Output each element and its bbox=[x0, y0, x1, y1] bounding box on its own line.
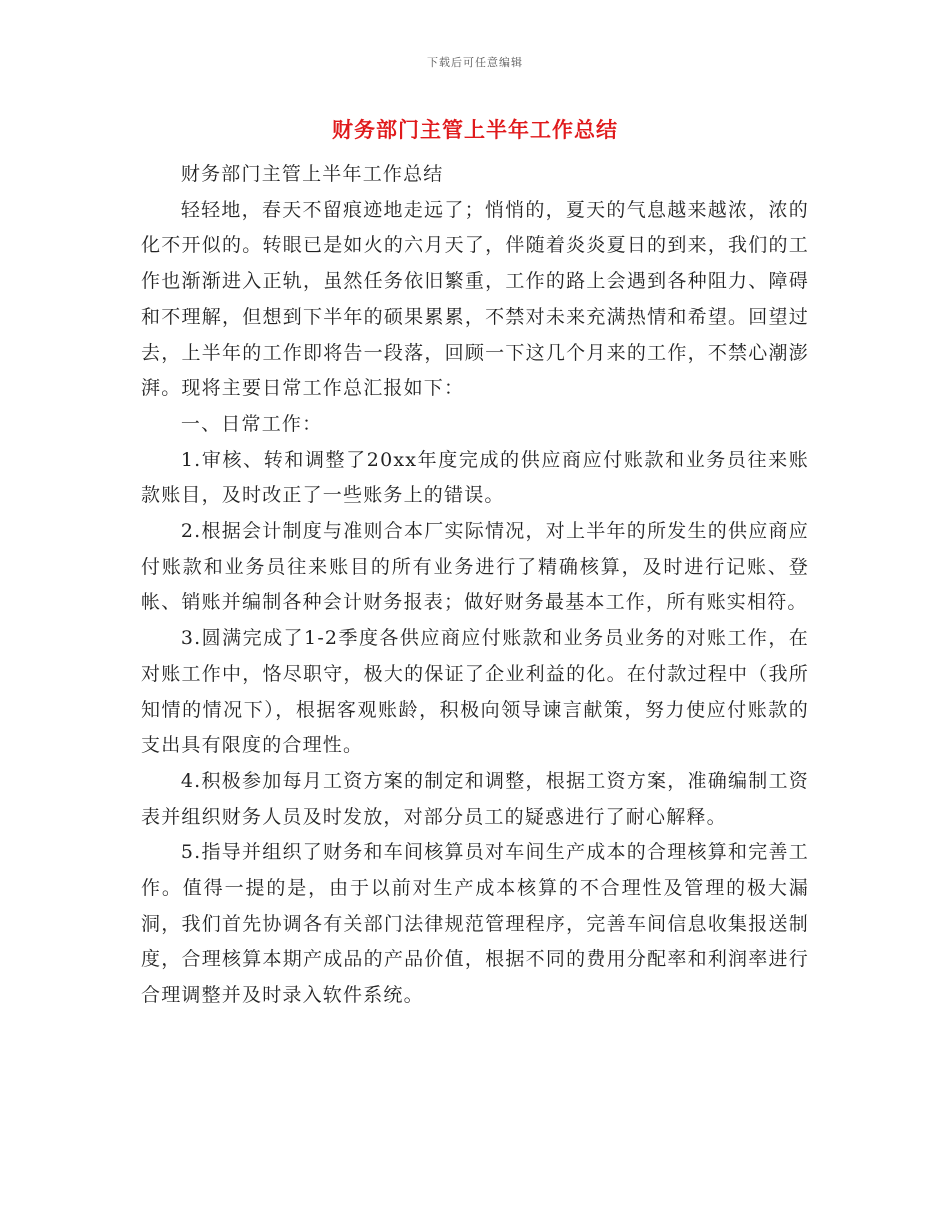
paragraph-item-1: 1.审核、转和调整了20xx年度完成的供应商应付账款和业务员往来账款账目，及时改正了一些账务上的错误。 bbox=[141, 448, 809, 507]
document-title: 财务部门主管上半年工作总结 bbox=[332, 117, 618, 142]
page-header-note: 下载后可任意编辑 bbox=[427, 56, 523, 69]
paragraph-item-2: 2.根据会计制度与准则合本厂实际情况，对上半年的所发生的供应商应付账款和业务员往来账目的所有业务进行了精确核算，及时进行记账、登帐、销账并编制各种会计财务报表；做好财务最基本工作，所有账实相符。 bbox=[141, 520, 809, 614]
document-body bbox=[141, 157, 809, 1014]
paragraph-item-4: 4.积极参加每月工资方案的制定和调整，根据工资方案，准确编制工资表并组织财务人员及时发放，对部分员工的疑惑进行了耐心解释。 bbox=[141, 769, 809, 828]
paragraph-item-5: 5.指导并组织了财务和车间核算员对车间生产成本的合理核算和完善工作。值得一提的是，由于以前对生产成本核算的不合理性及管理的极大漏洞，我们首先协调各有关部门法律规范管理程序，完善车间信息收集报送制度，合理核算本期产成品的产品价值，根据不同的费用分配率和利润率进行合理调整并及时录入软件系统。 bbox=[141, 841, 809, 1007]
paragraph-intro: 轻轻地，春天不留痕迹地走远了；悄悄的，夏天的气息越来越浓，浓的化不开似的。转眼已是如火的六月天了，伴随着炎炎夏日的到来，我们的工作也渐渐进入正轨，虽然任务依旧繁重，工作的路上会遇到各种阻力、障碍和不理解，但想到下半年的硕果累累，不禁对未来充满热情和希望。回望过去，上半年的工作即将告一段落，回顾一下这几个月来的工作，不禁心潮澎湃。现将主要日常工作总汇报如下： bbox=[141, 198, 809, 400]
section-heading-daily-work: 一、日常工作： bbox=[180, 412, 323, 435]
paragraph-item-3: 3.圆满完成了1-2季度各供应商应付账款和业务员业务的对账工作，在对账工作中，恪尽职守，极大的保证了企业利益的化。在付款过程中（我所知情的情况下），根据客观账龄，积极向领导谏言献策，努力使应付账款的支出具有限度的合理性。 bbox=[141, 627, 809, 757]
paragraph-subtitle: 财务部门主管上半年工作总结 bbox=[180, 163, 444, 185]
